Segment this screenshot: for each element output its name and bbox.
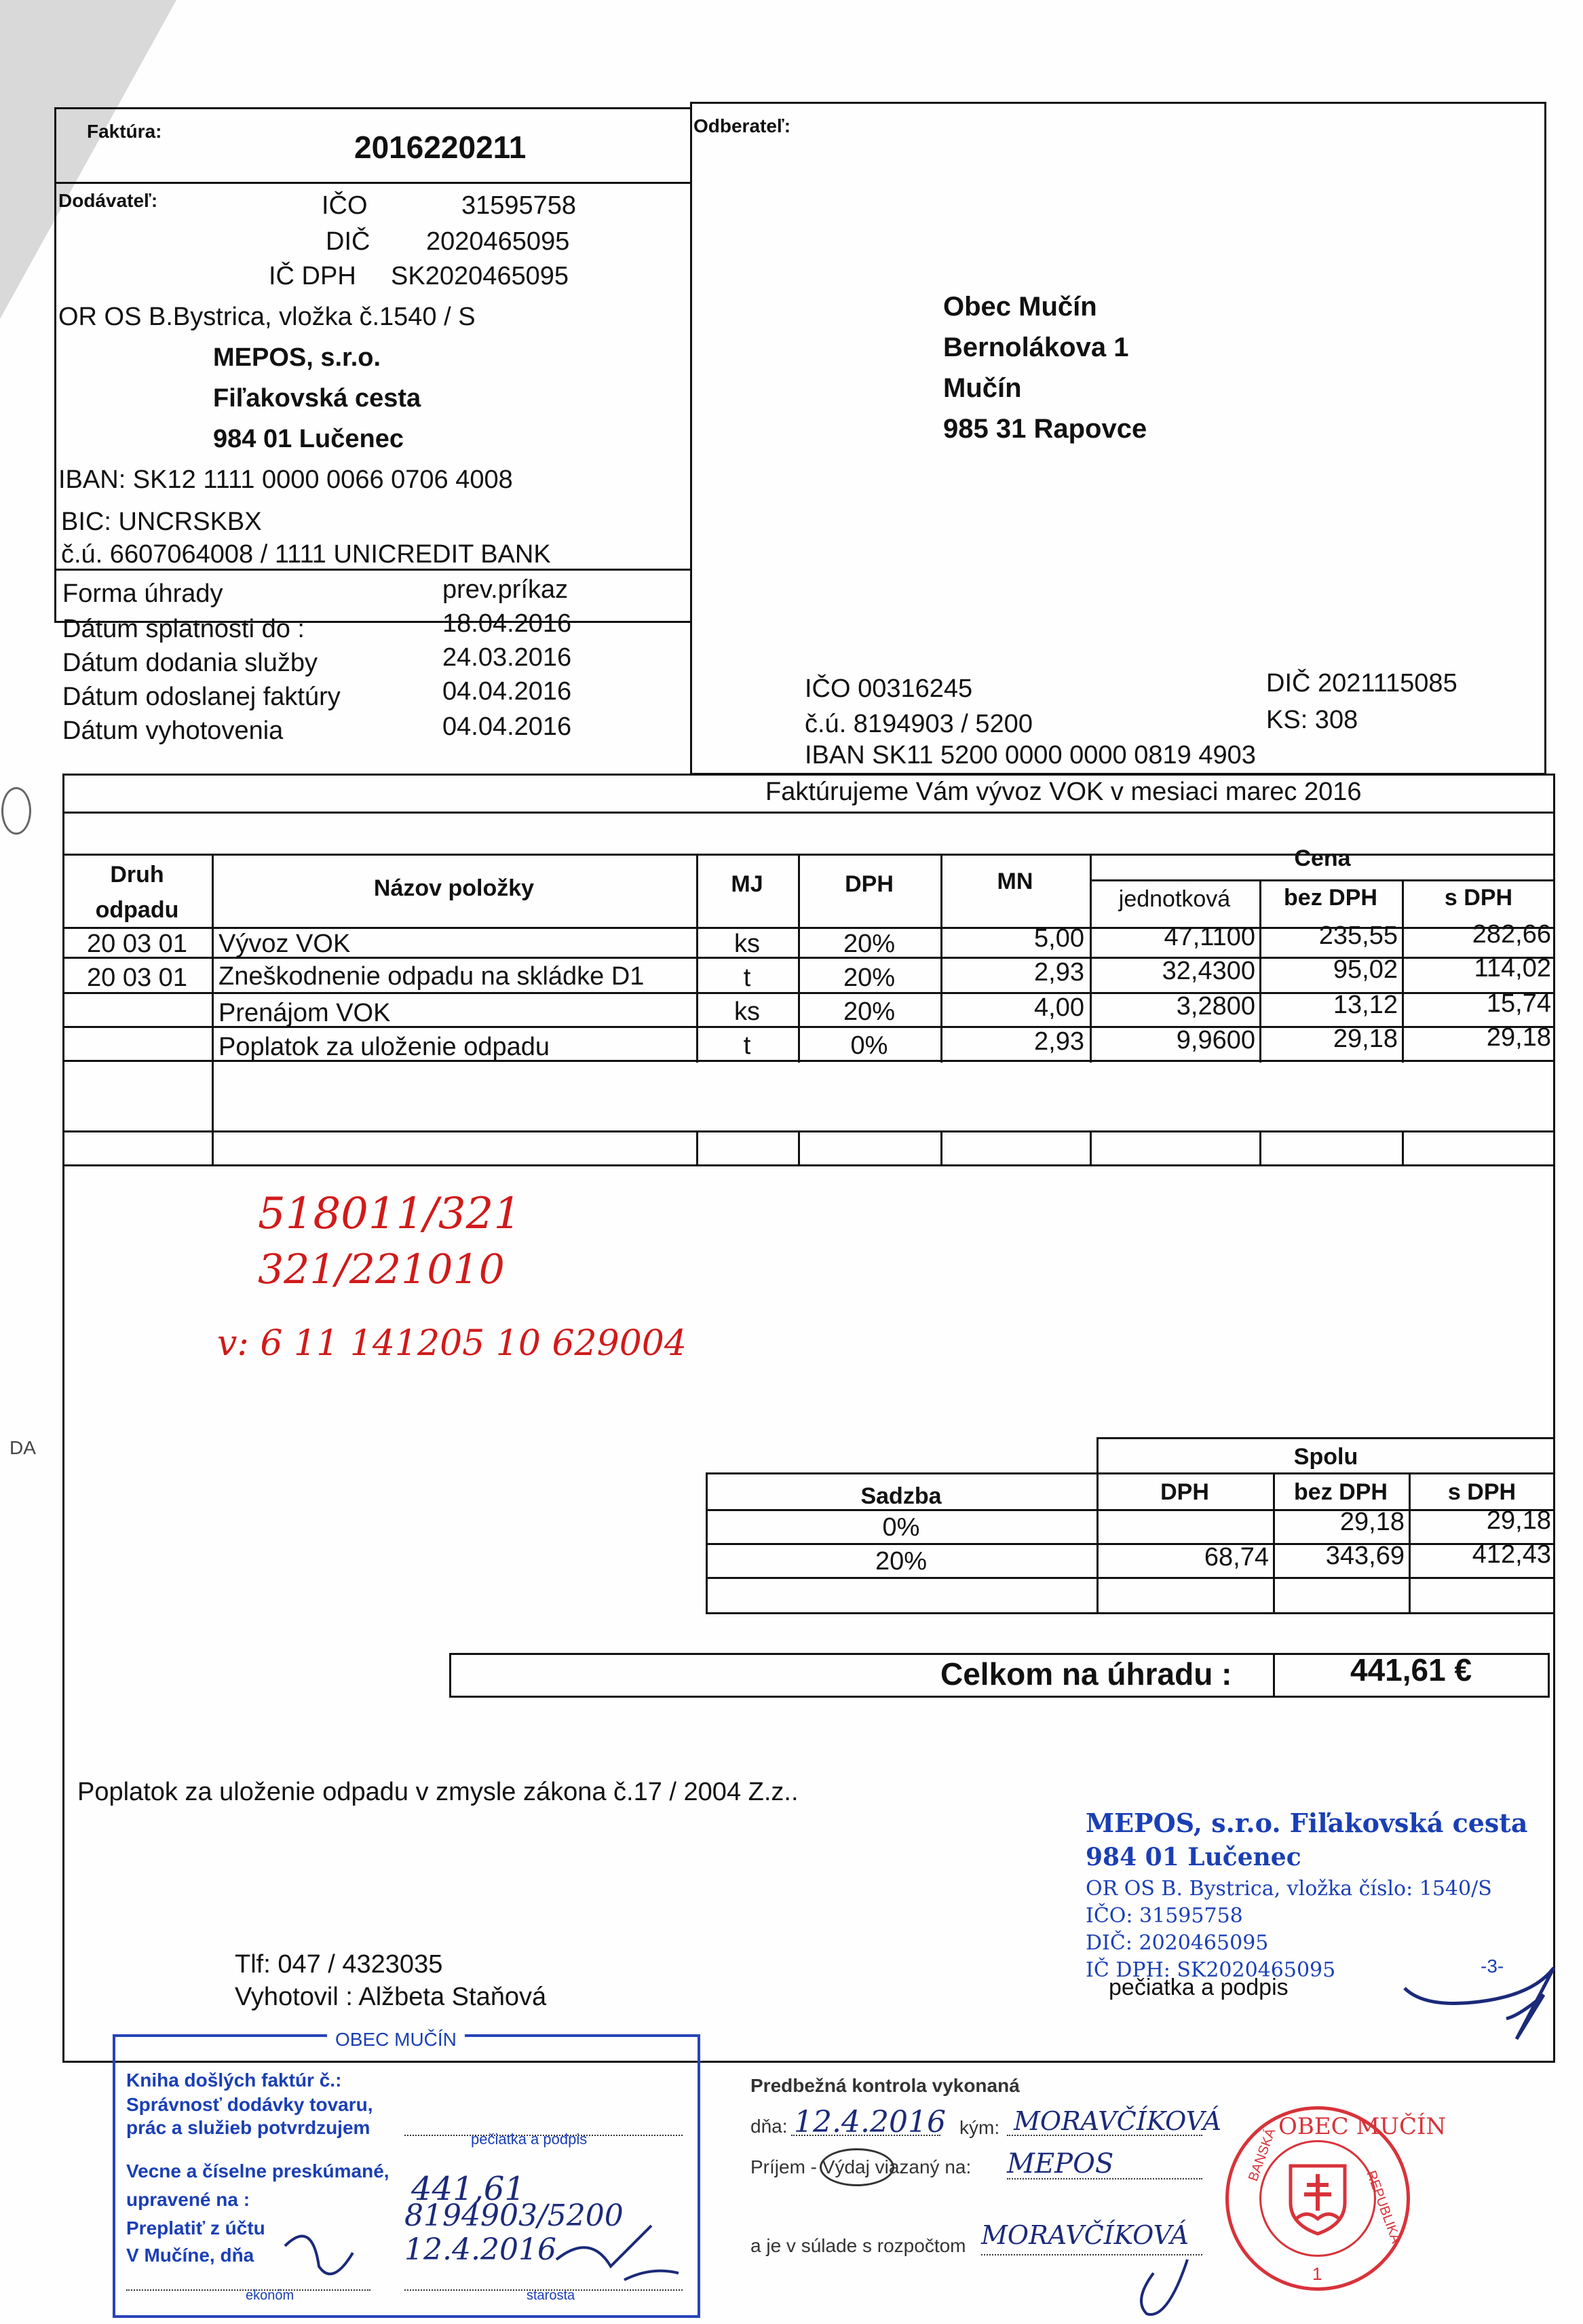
item-unit: 32,4300 xyxy=(1162,957,1255,985)
receipt-line: Správnosť dodávky tovaru, xyxy=(126,2094,373,2115)
control-flow-label: Príjem - Výdaj viazaný na: xyxy=(750,2156,972,2177)
payment-label: Dátum odoslanej faktúry xyxy=(62,683,341,711)
header-unit: jednotková xyxy=(1118,886,1231,912)
supplier-ico: 31595758 xyxy=(461,191,577,220)
total-value: 441,61 € xyxy=(1350,1652,1472,1688)
summary-line xyxy=(1096,1437,1555,1439)
receipt-line: Vecne a číselne preskúmané, xyxy=(126,2160,389,2182)
summary-gross: 29,18 xyxy=(1486,1506,1551,1535)
payment-value: prev.príkaz xyxy=(442,575,569,604)
item-mn: 4,00 xyxy=(1034,993,1084,1022)
payment-value: 18.04.2016 xyxy=(442,609,572,638)
control-flow-value: MEPOS xyxy=(1007,2148,1114,2179)
customer-account: č.ú. 8194903 / 5200 xyxy=(805,710,1033,738)
total-label: Celkom na úhradu : xyxy=(940,1656,1232,1692)
summary-rate: 20% xyxy=(875,1547,928,1576)
summary-gross: 412,43 xyxy=(1472,1540,1551,1569)
payment-value: 04.04.2016 xyxy=(442,677,572,706)
header-dph: DPH xyxy=(845,871,894,897)
stamp-line: OR OS B. Bystrica, vložka číslo: 1540/S xyxy=(1086,1877,1492,1901)
control-dotted-line xyxy=(1007,2178,1202,2179)
customer-dic: DIČ 2021115085 xyxy=(1266,669,1457,698)
item-name: Prenájom VOK xyxy=(218,999,391,1027)
control-by-value: MORAVČÍKOVÁ xyxy=(1014,2106,1221,2136)
receipt-line: Kniha došlých faktúr č.: xyxy=(126,2070,342,2091)
item-mn: 5,00 xyxy=(1034,924,1084,953)
control-title: Predbežná kontrola vykonaná xyxy=(750,2075,1020,2096)
supplier-bic: BIC: UNCRSKBX xyxy=(61,508,262,536)
handwritten-note: 518011/321 xyxy=(258,1189,522,1239)
receipt-stamp-header: OBEC MUČÍN xyxy=(327,2029,465,2051)
page-mark: -3- xyxy=(1481,1956,1504,1977)
control-budget-label: a je v súlade s rozpočtom xyxy=(750,2235,966,2256)
customer-iban: IBAN SK11 5200 0000 0000 0819 4903 xyxy=(805,741,1256,769)
item-net: 95,02 xyxy=(1333,955,1398,984)
item-unit: 9,9600 xyxy=(1176,1026,1255,1054)
supplier-name: MEPOS, s.r.o. xyxy=(213,343,381,372)
item-dph: 20% xyxy=(843,997,896,1026)
item-gross: 29,18 xyxy=(1486,1023,1551,1052)
stamp-line: MEPOS, s.r.o. Fiľakovská cesta xyxy=(1086,1808,1528,1838)
coat-of-arms-icon xyxy=(1286,2162,1349,2236)
item-code: 20 03 01 xyxy=(87,964,187,992)
item-net: 13,12 xyxy=(1333,991,1398,1019)
summary-header-vat: DPH xyxy=(1160,1479,1209,1505)
header-cena: Cena xyxy=(1294,845,1351,871)
supplier-account: č.ú. 6607064008 / 1111 UNICREDIT BANK xyxy=(61,540,551,569)
customer-ico: IČO 00316245 xyxy=(805,674,973,703)
summary-header-net: bez DPH xyxy=(1294,1479,1388,1505)
control-by-label: kým: xyxy=(959,2117,1000,2138)
seal-ring-text: OBEC MUČÍN xyxy=(1278,2113,1447,2140)
control-circle-mark xyxy=(820,2148,894,2186)
legal-note: Poplatok za uloženie odpadu v zmysle zákona č.17 / 2004 Z.z.. xyxy=(77,1778,799,1806)
contact-prepared-by: Vyhotovil : Alžbeta Staňová xyxy=(235,1983,547,2011)
control-dotted-line xyxy=(1007,2135,1202,2136)
customer-city: 985 31 Rapovce xyxy=(943,414,1147,444)
col-line xyxy=(696,1130,698,1164)
col-line xyxy=(1259,1130,1261,1164)
payment-value: 24.03.2016 xyxy=(442,643,572,672)
control-signature xyxy=(1126,2253,1208,2324)
seal-number: 1 xyxy=(1312,2264,1322,2284)
customer-street: Bernolákova 1 xyxy=(943,332,1129,362)
col-line xyxy=(940,1130,942,1164)
receipt-footer-left: ekonóm xyxy=(246,2288,294,2303)
stamp-line: 984 01 Lučenec xyxy=(1086,1843,1301,1871)
stamp-caption: pečiatka a podpis xyxy=(1109,1975,1289,2000)
supplier-icdph-label: IČ DPH xyxy=(269,262,356,290)
item-unit: 3,2800 xyxy=(1176,992,1255,1021)
supplier-city: 984 01 Lučenec xyxy=(213,425,404,453)
item-net: 235,55 xyxy=(1318,921,1398,950)
header-name: Názov položky xyxy=(373,875,535,901)
item-name: Vývoz VOK xyxy=(218,930,351,958)
summary-line xyxy=(706,1472,1555,1474)
invoice-number: 2016220211 xyxy=(354,130,527,165)
summary-line xyxy=(706,1612,1555,1614)
item-mj: ks xyxy=(734,997,760,1026)
summary-vat: 68,74 xyxy=(1204,1543,1269,1571)
col-line xyxy=(798,1130,800,1164)
signature xyxy=(1398,1954,1567,2042)
item-mn: 2,93 xyxy=(1034,1027,1084,1056)
payment-label: Dátum vyhotovenia xyxy=(62,717,284,745)
handwritten-note: 321/221010 xyxy=(258,1246,505,1293)
item-dph: 0% xyxy=(850,1031,888,1060)
item-code: 20 03 01 xyxy=(87,930,187,958)
receipt-footer-right: starosta xyxy=(527,2288,575,2303)
control-dotted-line xyxy=(791,2135,940,2136)
summary-line xyxy=(706,1577,1555,1579)
customer-name: Obec Mučín xyxy=(943,292,1097,322)
contact-phone: Tlf: 047 / 4323035 xyxy=(235,1950,443,1979)
total-divider xyxy=(1273,1653,1275,1698)
seal-left-text: BANSKÁ xyxy=(1246,2126,1279,2184)
receipt-signatures xyxy=(271,2205,692,2300)
item-gross: 15,74 xyxy=(1486,989,1551,1018)
item-gross: 114,02 xyxy=(1474,954,1551,983)
summary-net: 343,69 xyxy=(1325,1542,1405,1570)
header-druh: Druh xyxy=(110,862,164,888)
item-net: 29,18 xyxy=(1333,1025,1398,1053)
receipt-line: upravené na : xyxy=(126,2189,250,2210)
item-gross: 282,66 xyxy=(1472,920,1551,949)
receipt-line: prác a služieb potvrdzujem xyxy=(126,2117,370,2138)
divider xyxy=(62,812,1555,814)
receipt-value: 12.4.2016 xyxy=(404,2232,556,2267)
supplier-dic: 2020465095 xyxy=(426,227,570,256)
item-mj: t xyxy=(743,1031,751,1060)
supplier-street: Fiľakovská cesta xyxy=(213,384,421,413)
summary-header-gross: s DPH xyxy=(1447,1479,1517,1505)
summary-rate: 0% xyxy=(882,1513,920,1542)
customer-label: Odberateľ: xyxy=(693,115,791,136)
header-odpadu: odpadu xyxy=(95,897,179,923)
supplier-register: OR OS B.Bystrica, vložka č.1540 / S xyxy=(58,303,476,331)
payment-value: 04.04.2016 xyxy=(442,712,572,741)
receipt-value: 441,61 xyxy=(411,2170,525,2208)
receipt-line: Preplatiť z účtu xyxy=(126,2217,265,2239)
supplier-label: Dodávateľ: xyxy=(58,190,158,211)
intro-text: Faktúrujeme Vám vývoz VOK v mesiaci marec 2016 xyxy=(765,778,1362,806)
summary-spolu: Spolu xyxy=(1293,1444,1358,1470)
control-day-value: 12.4.2016 xyxy=(794,2105,946,2139)
punch-hole-mark xyxy=(1,787,31,835)
control-day-label: dňa: xyxy=(750,2116,788,2137)
control-budget-value: MORAVČÍKOVÁ xyxy=(981,2220,1189,2250)
item-name: Zneškodnenie odpadu na skládke D1 xyxy=(218,962,645,991)
supplier-icdph: SK2020465095 xyxy=(391,262,569,290)
stamp-line: DIČ: 2020465095 xyxy=(1086,1931,1269,1955)
header-mn: MN xyxy=(997,869,1033,894)
summary-header-rate: Sadzba xyxy=(860,1483,942,1509)
header-mj: MJ xyxy=(731,871,763,897)
col-line xyxy=(1090,1130,1092,1164)
invoice-label: Faktúra: xyxy=(87,121,162,142)
payment-label: Dátum splatnosti do : xyxy=(62,615,305,643)
row-line xyxy=(62,1164,1555,1166)
receipt-sig-caption: pečiatka a podpis xyxy=(471,2131,588,2148)
item-mj: t xyxy=(743,964,751,992)
header-gross: s DPH xyxy=(1444,885,1513,911)
divider xyxy=(54,182,692,184)
customer-town: Mučín xyxy=(943,373,1022,403)
customer-ks: KS: 308 xyxy=(1266,706,1358,734)
payment-label: Forma úhrady xyxy=(62,579,223,608)
item-mj: ks xyxy=(734,930,760,958)
handwritten-note: v: 6 11 141205 10 629004 xyxy=(217,1323,687,1364)
col-line xyxy=(1402,1130,1404,1164)
receipt-value: 8194903/5200 xyxy=(404,2198,624,2233)
supplier-iban: IBAN: SK12 1111 0000 0066 0706 4008 xyxy=(58,465,513,494)
payment-label: Dátum dodania služby xyxy=(62,649,318,677)
punch-mark-text: DA xyxy=(9,1437,36,1458)
item-mn: 2,93 xyxy=(1034,958,1084,987)
seal-right-text: REPUBLIKA xyxy=(1363,2169,1404,2246)
cena-divider xyxy=(1090,879,1555,881)
item-name: Poplatok za uloženie odpadu xyxy=(218,1033,550,1061)
header-net: bez DPH xyxy=(1284,885,1377,911)
stamp-line: IČO: 31595758 xyxy=(1086,1904,1243,1928)
item-dph: 20% xyxy=(843,930,896,958)
stamp-line: IČ DPH: SK2020465095 xyxy=(1086,1958,1336,1982)
receipt-line: V Mučíne, dňa xyxy=(126,2245,254,2266)
summary-net: 29,18 xyxy=(1339,1508,1405,1536)
row-line xyxy=(62,1130,1555,1132)
supplier-ico-label: IČO xyxy=(322,191,368,220)
item-unit: 47,1100 xyxy=(1164,923,1255,951)
supplier-dic-label: DIČ xyxy=(326,227,370,256)
item-dph: 20% xyxy=(843,964,896,992)
